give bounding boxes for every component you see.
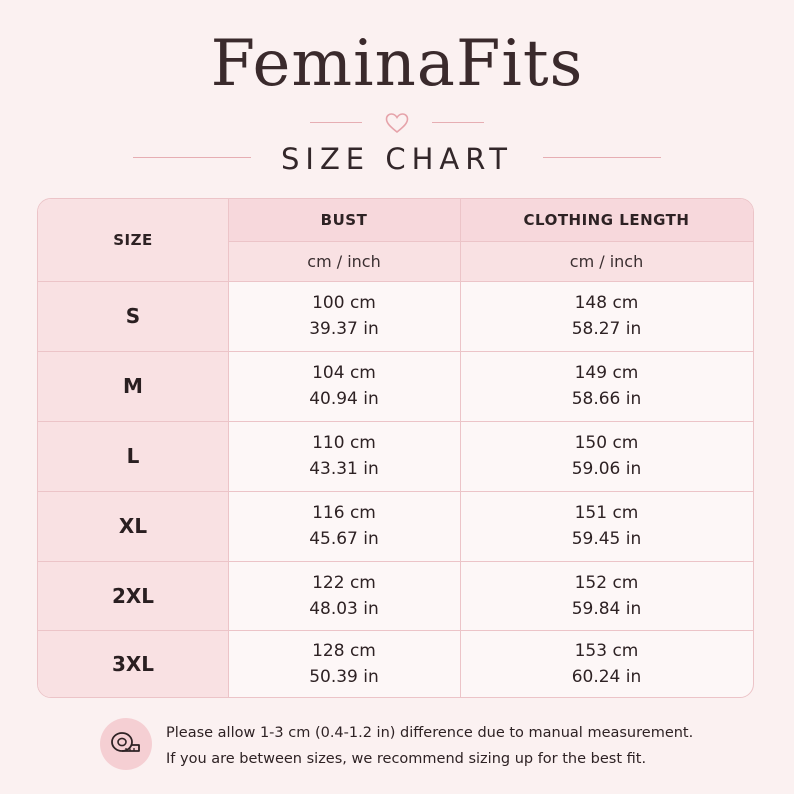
size-label: 3XL bbox=[111, 651, 155, 676]
bust-header: BUST bbox=[320, 211, 368, 229]
bust-cell bbox=[228, 421, 460, 491]
length-cm: 153 cm bbox=[574, 640, 639, 661]
bust-in: 45.67 in bbox=[309, 529, 379, 549]
measurement-note bbox=[100, 716, 760, 772]
length-cm: 150 cm bbox=[574, 433, 639, 453]
length-cell bbox=[460, 281, 753, 351]
bust-in: 43.31 in bbox=[309, 459, 379, 479]
length-cell bbox=[460, 561, 753, 630]
length-cm: 152 cm bbox=[574, 572, 639, 593]
length-cell bbox=[460, 351, 753, 421]
size-chart-table bbox=[37, 198, 754, 698]
bust-in: 40.94 in bbox=[309, 389, 379, 409]
length-cell bbox=[460, 491, 753, 561]
brand-title: FeminaFits bbox=[210, 27, 584, 101]
divider-line-left bbox=[310, 122, 362, 123]
bust-cm: 110 cm bbox=[312, 433, 376, 453]
length-cm: 148 cm bbox=[574, 293, 639, 313]
divider-line-right bbox=[432, 122, 484, 123]
bust-cm: 104 cm bbox=[312, 363, 376, 383]
length-unit: cm / inch bbox=[569, 251, 644, 271]
note-line-2: If you are between sizes, we recommend sizing up for the best fit. bbox=[166, 751, 647, 767]
bust-cm: 116 cm bbox=[312, 503, 376, 523]
measuring-tape-icon bbox=[100, 718, 152, 770]
bust-cell bbox=[228, 491, 460, 561]
bust-cell bbox=[228, 281, 460, 351]
length-header: CLOTHING LENGTH bbox=[523, 211, 690, 229]
length-cell bbox=[460, 421, 753, 491]
bust-cm: 122 cm bbox=[312, 572, 376, 593]
subtitle-row bbox=[0, 140, 794, 180]
length-in: 58.27 in bbox=[571, 319, 642, 339]
heart-icon bbox=[384, 111, 410, 135]
length-in: 59.45 in bbox=[571, 529, 642, 549]
page-subtitle: SIZE CHART bbox=[280, 142, 514, 176]
bust-cell bbox=[228, 630, 460, 697]
bust-cell bbox=[228, 351, 460, 421]
size-label: XL bbox=[118, 514, 148, 538]
length-in: 59.84 in bbox=[571, 598, 642, 619]
length-in: 58.66 in bbox=[571, 389, 642, 409]
length-cm: 149 cm bbox=[574, 363, 639, 383]
bust-in: 39.37 in bbox=[309, 319, 379, 339]
note-line-1: Please allow 1-3 cm (0.4-1.2 in) difference due to manual measurement. bbox=[166, 725, 694, 741]
bust-in: 48.03 in bbox=[309, 598, 379, 619]
size-label: L bbox=[126, 444, 140, 468]
size-header: SIZE bbox=[113, 231, 153, 249]
subtitle-line-right bbox=[543, 157, 661, 158]
note-text bbox=[166, 720, 693, 772]
length-cm: 151 cm bbox=[574, 503, 639, 523]
size-label: 2XL bbox=[111, 583, 155, 608]
size-label: S bbox=[125, 304, 141, 328]
bust-unit: cm / inch bbox=[307, 251, 381, 271]
table-grid bbox=[38, 199, 753, 697]
length-cell bbox=[460, 630, 753, 697]
bust-cell bbox=[228, 561, 460, 630]
length-in: 59.06 in bbox=[571, 459, 642, 479]
heart-divider bbox=[0, 110, 794, 136]
bust-in: 50.39 in bbox=[309, 666, 379, 687]
bust-cm: 100 cm bbox=[312, 293, 376, 313]
length-in: 60.24 in bbox=[571, 666, 642, 687]
bust-cm: 128 cm bbox=[312, 640, 376, 661]
size-label: M bbox=[123, 374, 143, 398]
